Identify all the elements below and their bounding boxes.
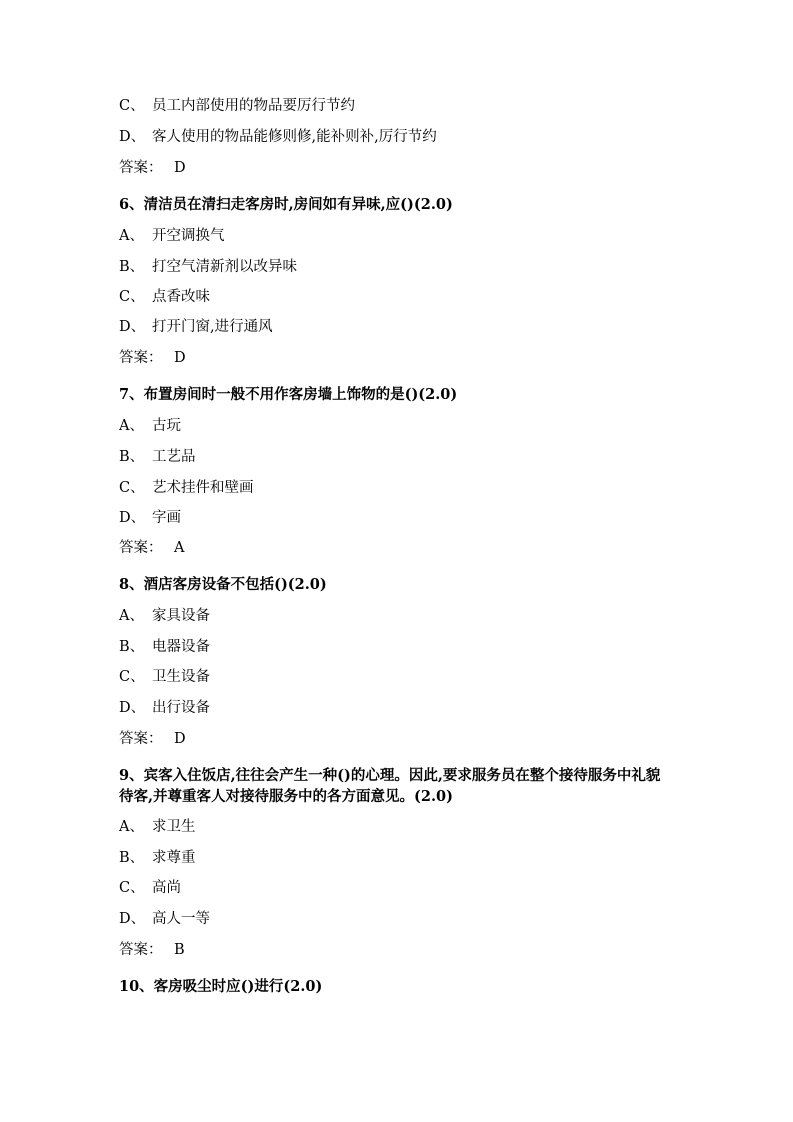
option-text: 电器设备 [152, 639, 210, 655]
answer-line [119, 729, 679, 749]
answer-line [119, 538, 679, 558]
option-text: 字画 [152, 510, 181, 526]
option-text: 艺术挂件和壁画 [152, 480, 254, 496]
answer-value: A [174, 540, 185, 556]
option-c [119, 878, 679, 898]
option-label: A、 [119, 228, 144, 244]
option-label: C、 [119, 289, 145, 305]
question-title: 9、宾客入住饭店,往往会产生一种()的心理。因此,要求服务员在整个接待服务中礼貌待客,并尊重客人对接待服务中的各方面意见。(2.0) [119, 767, 661, 805]
option-text: 出行设备 [152, 700, 210, 716]
option-text: 卫生设备 [152, 669, 210, 685]
option-a [119, 226, 679, 246]
option-c [119, 287, 679, 307]
option-text: 求尊重 [152, 850, 196, 866]
answer-label: 答案： [119, 160, 163, 176]
option-text: 点香改味 [152, 289, 210, 305]
answer-label: 答案： [119, 540, 163, 556]
question-title: 7、布置房间时一般不用作客房墙上饰物的是()(2.0) [119, 386, 458, 403]
option-a [119, 606, 679, 626]
option-d [119, 317, 679, 337]
option-label: B、 [119, 259, 145, 275]
option-text: 打开门窗,进行通风 [152, 319, 273, 335]
option-label: B、 [119, 850, 145, 866]
answer-value: D [174, 731, 186, 747]
answer-value: D [174, 160, 186, 176]
option-text: 古玩 [152, 418, 181, 434]
option-text: 工艺品 [152, 449, 196, 465]
option-label: D、 [119, 319, 146, 335]
option-label: B、 [119, 639, 145, 655]
option-label: D、 [119, 129, 146, 145]
option-a [119, 817, 679, 837]
option-c [119, 478, 679, 498]
option-label: A、 [119, 819, 144, 835]
option-label: D、 [119, 700, 146, 716]
answer-line [119, 940, 679, 960]
option-b [119, 637, 679, 657]
option-text: 高尚 [152, 880, 181, 896]
answer-label: 答案： [119, 942, 163, 958]
option-label: D、 [119, 510, 146, 526]
option-d [119, 698, 679, 718]
option-label: D、 [119, 911, 146, 927]
option-d [119, 909, 679, 929]
option-b [119, 447, 679, 467]
option-text: 家具设备 [152, 608, 210, 624]
option-text: 客人使用的物品能修则修,能补则补,厉行节约 [152, 129, 437, 145]
question-title: 6、清洁员在清扫走客房时,房间如有异味,应()(2.0) [119, 196, 453, 213]
question-title: 8、酒店客房设备不包括()(2.0) [119, 576, 327, 593]
option-a [119, 416, 679, 436]
answer-value: B [174, 942, 185, 958]
option-b [119, 257, 679, 277]
answer-label: 答案： [119, 731, 163, 747]
option-label: C、 [119, 669, 145, 685]
option-text: 打空气清新剂以改异味 [152, 259, 297, 275]
answer-line [119, 348, 679, 368]
option-text: 开空调换气 [152, 228, 225, 244]
answer-label: 答案： [119, 350, 163, 366]
option-d [119, 127, 679, 147]
option-text: 高人一等 [152, 911, 210, 927]
option-label: B、 [119, 449, 145, 465]
option-label: C、 [119, 480, 145, 496]
option-d [119, 508, 679, 528]
option-text: 员工内部使用的物品要厉行节约 [152, 98, 355, 114]
option-b [119, 848, 679, 868]
option-label: C、 [119, 880, 145, 896]
option-c [119, 96, 679, 116]
option-c [119, 667, 679, 687]
answer-value: D [174, 350, 186, 366]
answer-line [119, 158, 679, 178]
option-label: A、 [119, 418, 144, 434]
option-text: 求卫生 [152, 819, 196, 835]
option-label: C、 [119, 98, 145, 114]
question-title: 10、客房吸尘时应()进行(2.0) [119, 978, 323, 995]
option-label: A、 [119, 608, 144, 624]
